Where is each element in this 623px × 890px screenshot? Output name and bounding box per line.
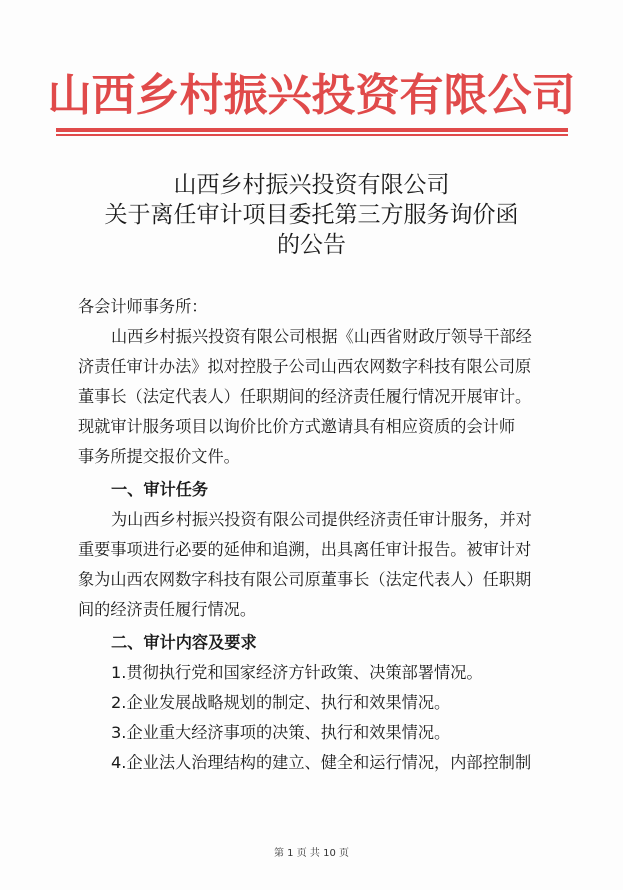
title-line-3: 的公告	[277, 232, 346, 258]
intro-line: 董事长（法定代表人）任职期间的经济责任履行情况开展审计。	[78, 387, 532, 406]
title-line-2: 关于离任审计项目委托第三方服务询价函	[104, 202, 519, 228]
section-1-line: 重要事项进行必要的延伸和追溯，出具离任审计报告。被审计对	[78, 540, 532, 559]
title-line-1: 山西乡村振兴投资有限公司	[173, 172, 450, 198]
section-1-line: 为山西乡村振兴投资有限公司提供经济责任审计服务，并对	[111, 510, 532, 529]
page-indicator: 第 1 页 共 10 页	[274, 848, 349, 859]
intro-line: 事务所提交报价文件。	[78, 447, 240, 466]
section-2-item: 3.企业重大经济事项的决策、执行和效果情况。	[111, 723, 451, 742]
letterhead-company-name: 山西乡村振兴投资有限公司	[47, 70, 576, 121]
document-title	[0, 170, 623, 260]
letterhead-rule-thin	[56, 134, 568, 136]
section-1-heading: 一、审计任务	[111, 480, 209, 499]
document-body	[78, 292, 548, 778]
salutation: 各会计师事务所：	[78, 297, 208, 316]
intro-line: 济责任审计办法》拟对控股子公司山西农网数字科技有限公司原	[78, 357, 532, 376]
section-2-item: 2.企业发展战略规划的制定、执行和效果情况。	[111, 693, 451, 712]
section-2-item: 1.贯彻执行党和国家经济方针政策、决策部署情况。	[111, 663, 483, 682]
section-2-heading: 二、审计内容及要求	[111, 633, 257, 652]
letterhead-rule-thick	[56, 128, 568, 132]
section-2-item: 4.企业法人治理结构的建立、健全和运行情况，内部控制制	[111, 753, 532, 772]
intro-line: 现就审计服务项目以询价比价方式邀请具有相应资质的会计师	[78, 417, 516, 436]
intro-line: 山西乡村振兴投资有限公司根据《山西省财政厅领导干部经	[111, 327, 532, 346]
section-1-line: 象为山西农网数字科技有限公司原董事长（法定代表人）任职期	[78, 570, 532, 589]
section-1-line: 间的经济责任履行情况。	[78, 600, 257, 619]
